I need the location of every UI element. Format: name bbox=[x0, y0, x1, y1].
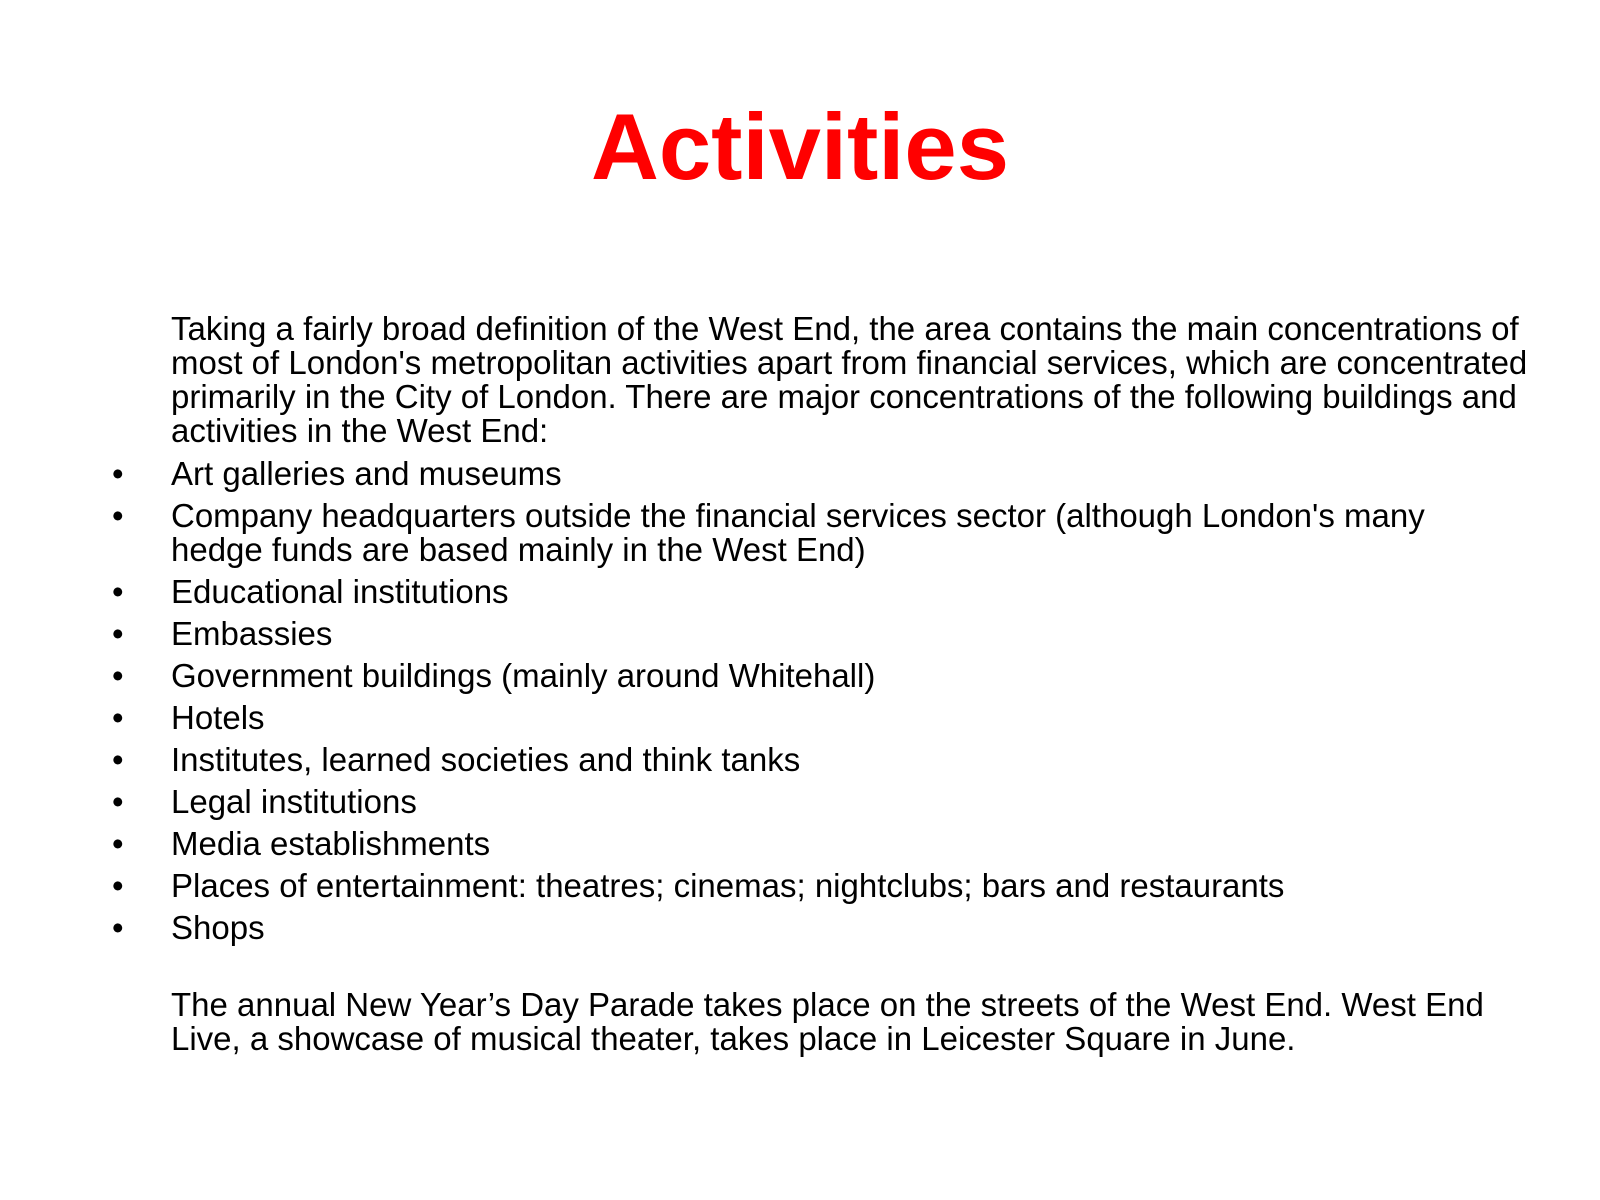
list-item bbox=[0, 457, 1431, 491]
bullet-icon: • bbox=[112, 615, 124, 652]
list-item bbox=[0, 785, 1431, 819]
bullet-icon: • bbox=[112, 825, 124, 862]
bullet-icon: • bbox=[112, 699, 124, 736]
list-item bbox=[0, 827, 1431, 861]
list-item bbox=[0, 869, 1431, 903]
bullet-icon: • bbox=[112, 741, 124, 778]
list-item-text: Embassies bbox=[171, 615, 333, 652]
list-item-text: Government buildings (mainly around Whitehall) bbox=[171, 657, 876, 694]
bullet-icon: • bbox=[112, 455, 124, 492]
closing-paragraph: The annual New Year’s Day Parade takes place on the streets of the West End. West End Live, a showcase of musical theater, takes place in Leicester Square in June. bbox=[171, 986, 1484, 1057]
list-item bbox=[0, 659, 1431, 693]
list-item bbox=[0, 575, 1431, 609]
list-item-text: Legal institutions bbox=[171, 783, 417, 820]
list-item bbox=[0, 617, 1431, 651]
list-item-text: Media establishments bbox=[171, 825, 491, 862]
bullet-icon: • bbox=[112, 657, 124, 694]
list-item bbox=[0, 701, 1431, 735]
intro-paragraph: Taking a fairly broad definition of the West End, the area contains the main concentrations of most of London's metropolitan activities apart from financial services, which are concentrated primarily in the City of London. There are major concentrations of the following buildings and activities in the West End: bbox=[171, 310, 1528, 449]
list-item bbox=[0, 499, 1431, 567]
list-item-text: Educational institutions bbox=[171, 573, 509, 610]
list-item bbox=[0, 743, 1431, 777]
list-item-text: Places of entertainment: theatres; cinemas; nightclubs; bars and restaurants bbox=[171, 867, 1285, 904]
slide-body bbox=[0, 312, 1600, 1056]
list-item-text: Hotels bbox=[171, 699, 265, 736]
list-item-text: Institutes, learned societies and think tanks bbox=[171, 741, 801, 778]
list-item-text: Art galleries and museums bbox=[171, 455, 562, 492]
bullet-icon: • bbox=[112, 573, 124, 610]
bullet-icon: • bbox=[112, 909, 124, 946]
list-item-text: Company headquarters outside the financial services sector (although London's many hedge funds are based mainly in the West End) bbox=[171, 497, 1425, 568]
bullet-icon: • bbox=[112, 783, 124, 820]
slide-title: Activities bbox=[591, 94, 1009, 199]
bullet-icon: • bbox=[112, 867, 124, 904]
list-item bbox=[0, 911, 1431, 945]
list-item-text: Shops bbox=[171, 909, 265, 946]
bullet-icon: • bbox=[112, 497, 124, 534]
activities-list bbox=[0, 457, 1600, 945]
